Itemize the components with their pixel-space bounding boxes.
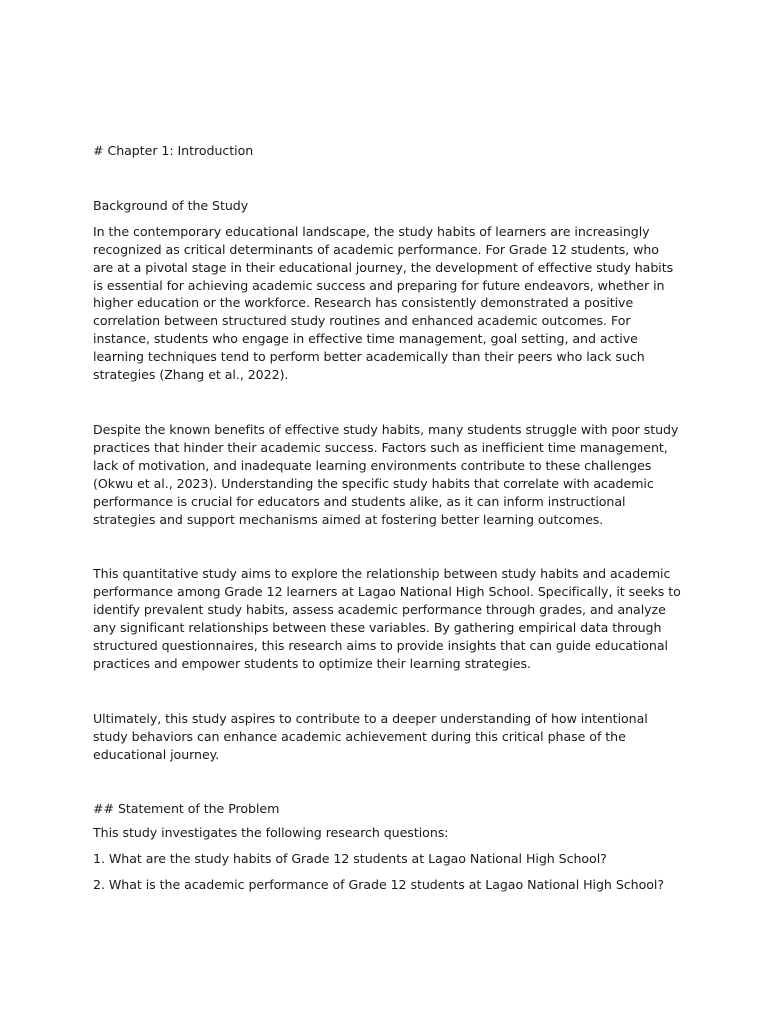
research-question-2: 2. What is the academic performance of Grade 12 students at Lagao National High School? — [93, 877, 664, 893]
paragraph-aims: This quantitative study aims to explore the relationship between study habits and academic performance among Grade 12 learners at Lagao National High School. Specifically, it seeks to identify prevalent study habits, assess academic performance through grades, and analyze any significant relationships between these variables. By gathering empirical data through structured questionnaires, this research aims to provide insights that can guide educational practices and empower students to optimize their learning strategies. — [93, 566, 681, 671]
paragraph-conclusion: Ultimately, this study aspires to contribute to a deeper understanding of how intentional study behaviors can enhance academic achievement during this critical phase of the educational journey. — [93, 710, 648, 762]
document-body — [93, 142, 683, 894]
chapter-heading: # Chapter 1: Introduction — [93, 143, 254, 158]
background-heading: Background of the Study — [93, 197, 249, 213]
paragraph-challenges: Despite the known benefits of effective study habits, many students struggle with poor study practices that hinder their academic success. Factors such as inefficient time management, lack of motivation, and inadequate learning environments contribute to these challenges (Okwu et al., 2023). Understanding the specific study habits that correlate with academic performance is crucial for educators and students alike, as it can inform instructional strategies and support mechanisms aimed at fostering better learning outcomes. — [93, 421, 679, 527]
problem-intro: This study investigates the following research questions: — [93, 825, 449, 841]
research-question-1: 1. What are the study habits of Grade 12 students at Lagao National High School? — [93, 851, 607, 867]
paragraph-intro: In the contemporary educational landscape, the study habits of learners are increasingly recognized as critical determinants of academic performance. For Grade 12 students, who are at a pivotal stage in their educational journey, the development of effective study habits is essential for achieving academic success and preparing for future endeavors, whether in higher education or the workforce. Research has consistently demonstrated a positive correlation between structured study routines and enhanced academic outcomes. For instance, students who engage in effective time management, goal setting, and active learning techniques tend to perform better academically than their peers who lack such strategies (Zhang et al., 2022). — [93, 223, 674, 383]
problem-heading: ## Statement of the Problem — [93, 800, 280, 816]
